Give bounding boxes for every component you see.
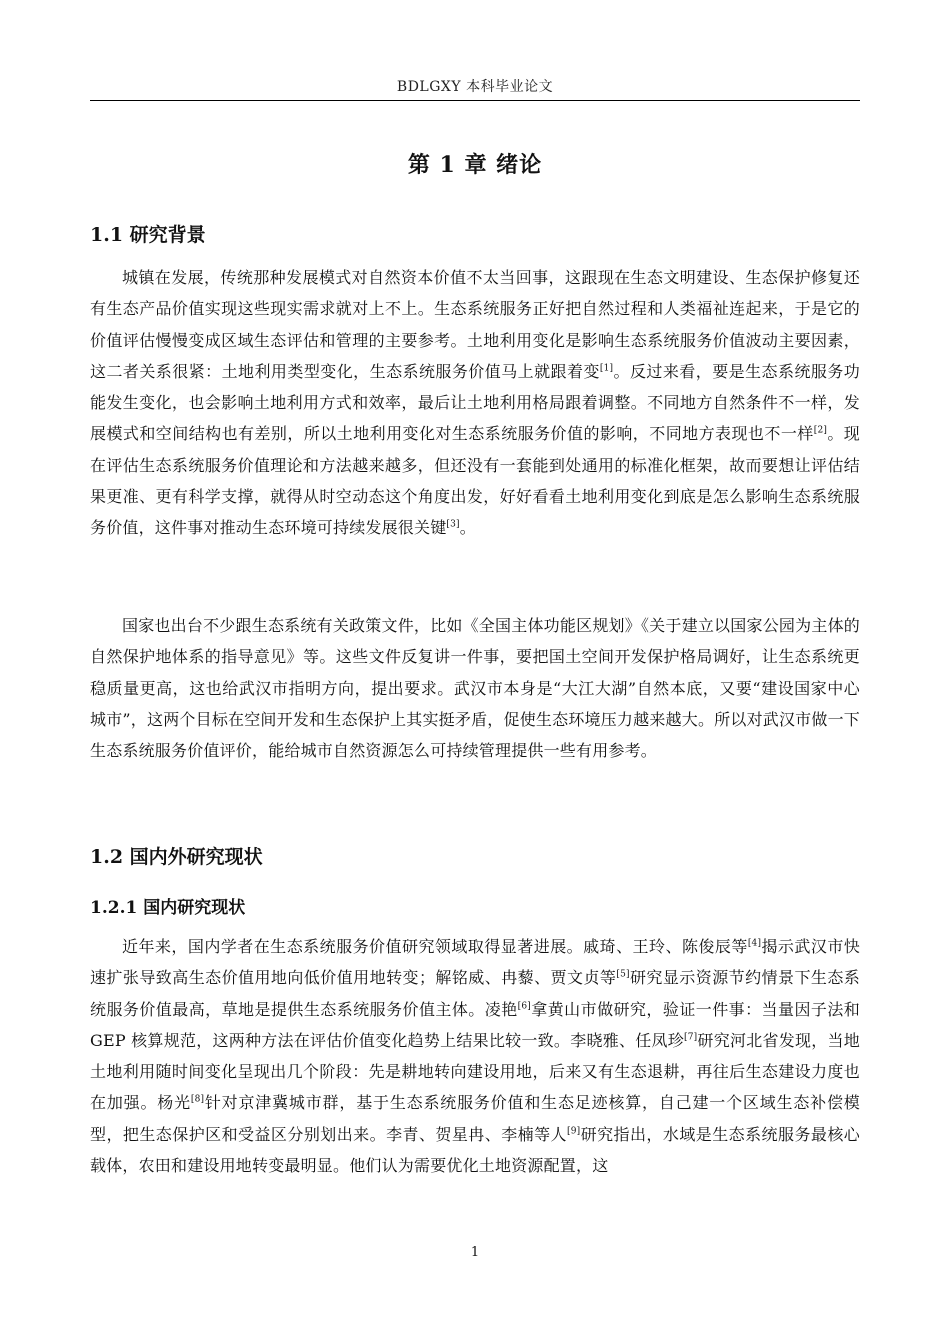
section-heading-1-2: 1.2 国内外研究现状	[90, 846, 263, 868]
citation-ref: [7]	[684, 1032, 698, 1043]
para-text: 。反过来看，要是生态系统服务功能发生变化，也会影响土地利用方式和效率，最后让土地利用格局跟着调整。不同地方自然条件不一样，发展模式和空间结构也有差别，所以土地利用变化对生态系统服务价值的影响，不同地方表现也不一样	[90, 361, 860, 444]
citation-ref: [1]	[599, 363, 614, 374]
running-header: BDLGXY 本科毕业论文	[396, 79, 554, 95]
citation-ref: [2]	[813, 426, 828, 437]
para-text: 研究显示资源节约情景下生态系统服务价值最高，草地是提供生态系统服务价值主体。凌艳	[90, 968, 860, 1019]
section-heading-1-1: 1.1 研究背景	[90, 224, 206, 246]
citation-ref: [3]	[446, 520, 460, 531]
paragraph-research-background	[90, 262, 860, 544]
paragraph-policy-context: 国家也出台不少跟生态系统有关政策文件，比如《全国主体功能区规划》《关于建立以国家公园为主体的自然保护地体系的指导意见》等。这些文件反复讲一件事，要把国土空间开发保护格局调好，让生态系统更稳质量更高，这也给武汉市指明方向，提出要求。武汉市本身是“大江大湖”自然本底，又要“建设国家中心城市”，这两个目标在空间开发和生态保护上其实挺矛盾，促使生态环境压力越来越大。所以对武汉市做一下生态系统服务价值评价，能给城市自然资源怎么可持续管理提供一些有用参考。	[90, 616, 860, 761]
para-text: 研究指出，水域是生态系统服务最核心载体，农田和建设用地转变最明显。他们认为需要优化土地资源配置，这	[90, 1124, 860, 1176]
para-text: 拿黄山市做研究，验证一件事：当量因子法和 GEP 核算规范，这两种方法在评估价值变化趋势上结果比较一致。李晓雅、任凤珍	[90, 999, 860, 1050]
para-text: 针对京津冀城市群，基于生态系统服务价值和生态足迹核算，自己建一个区域生态补偿模型，把生态保护区和受益区分别划出来。李青、贺星冉、李楠等人	[90, 1093, 860, 1144]
citation-ref: [4]	[747, 938, 762, 949]
para-text: 近年来，国内学者在生态系统服务价值研究领域取得显著进展。戚琦、王玲、陈俊辰等	[122, 937, 748, 956]
para-text: 研究河北省发现，当地土地利用随时间变化呈现出几个阶段：先是耕地转向建设用地，后来又有生态退耕，再往后生态建设力度也在加强。杨光	[90, 1030, 860, 1113]
citation-ref: [6]	[517, 1001, 532, 1012]
para-text: 。	[459, 518, 476, 538]
para-text: 城镇在发展，传统那种发展模式对自然资本价值不太当回事，这跟现在生态文明建设、生态保护修复还有生态产品价值实现这些现实需求就对上不上。生态系统服务正好把自然过程和人类福祉连起来，于是它的价值评估慢慢变成区域生态评估和管理的主要参考。土地利用变化是影响生态系统服务价值波动主要因素，这二者关系很紧：土地利用类型变化，生态系统服务价值马上就跟着变	[90, 268, 860, 381]
para-text: 。现在评估生态系统服务价值理论和方法越来越多，但还没有一套能到处通用的标准化框架，故而要想让评估结果更准、更有科学支撑，就得从时空动态这个角度出发，好好看看土地利用变化到底是怎么影响生态系统服务价值，这件事对推动生态环境可持续发展很关键	[90, 424, 860, 538]
page-number: 1	[470, 1245, 480, 1260]
paragraph-domestic-research	[90, 931, 860, 1181]
header-rule	[90, 100, 860, 101]
chapter-title: 第 1 章 绪论	[407, 152, 543, 178]
citation-ref: [5]	[616, 969, 630, 980]
citation-ref: [9]	[567, 1126, 581, 1137]
citation-ref: [8]	[190, 1095, 205, 1106]
subsection-heading-1-2-1: 1.2.1 国内研究现状	[90, 898, 246, 918]
para-text: 揭示武汉市快速扩张导致高生态价值用地向低价值用地转变；解铭威、冉藜、贾文贞等	[90, 937, 861, 988]
